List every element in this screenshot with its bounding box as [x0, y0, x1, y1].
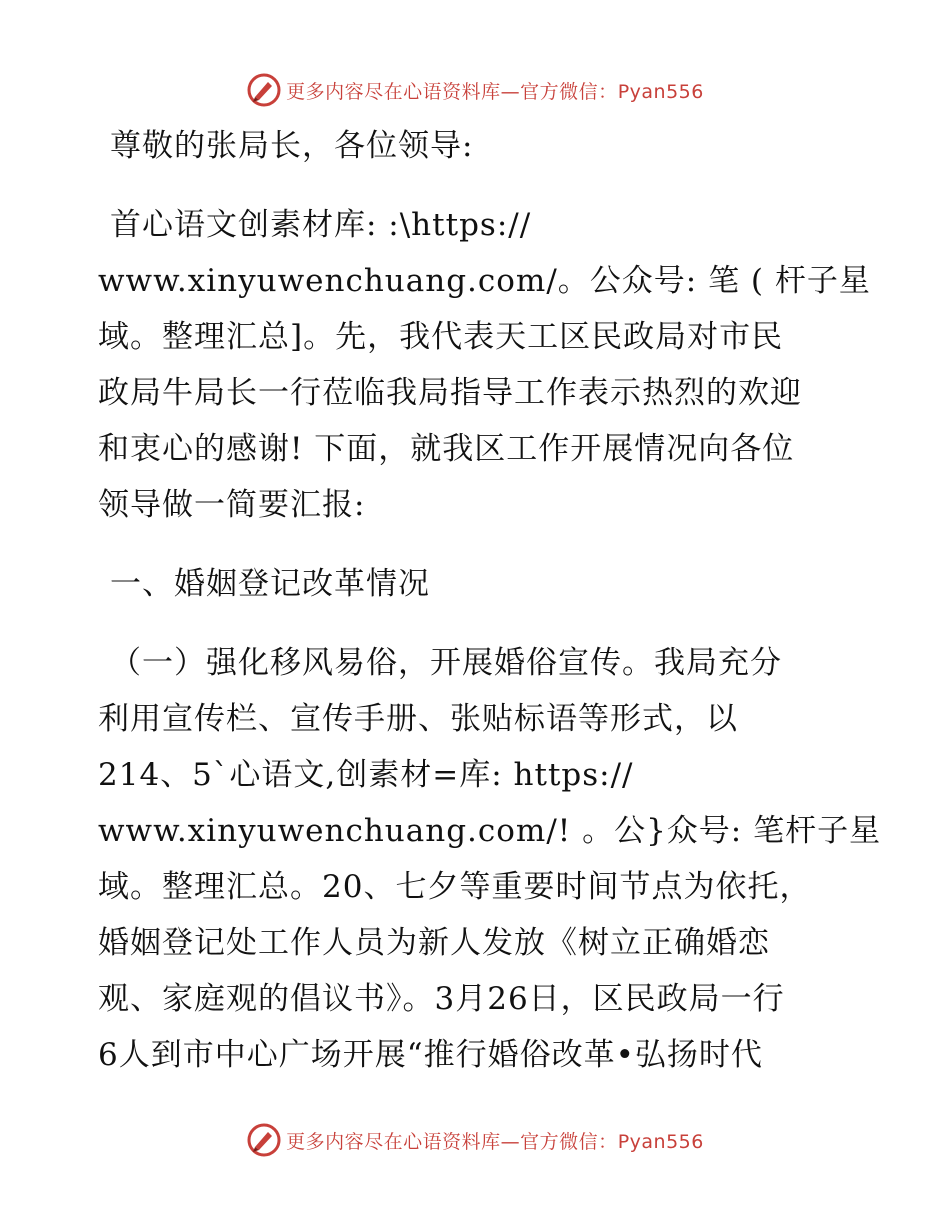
paragraph-line: 域。整理汇总。20、七夕等重要时间节点为依托，: [98, 869, 812, 905]
salutation: 尊敬的张局长，各位领导:: [110, 128, 474, 164]
paragraph-line: 首心语文创素材库: :\https://: [110, 207, 532, 243]
banner-promo: 更多内容尽在心语资料库: [286, 80, 501, 103]
paragraph-line: www.xinyuwenchuang.com/! 。公}众号: 笔杆子星: [98, 813, 882, 849]
paragraph-line: （一）强化移风易俗，开展婚俗宣传。我局充分: [110, 645, 782, 681]
footer-watermark-banner: [0, 1120, 950, 1160]
paragraph-1: [98, 197, 871, 533]
banner-text: [286, 77, 704, 104]
banner-wechat-id: Pyan556: [617, 80, 704, 103]
banner-separator: —: [500, 1130, 521, 1153]
paragraph-line: 领导做一简要汇报:: [98, 487, 366, 523]
paragraph-line: 利用宣传栏、宣传手册、张贴标语等形式，以: [98, 701, 738, 737]
paragraph-line: 域。整理汇总]。先，我代表天工区民政局对市民: [98, 319, 784, 355]
document-body: [98, 118, 882, 1083]
banner-wechat-id: Pyan556: [617, 1130, 704, 1153]
paragraph-line: www.xinyuwenchuang.com/。公众号: 笔 ( 杆子星: [98, 263, 871, 299]
paragraph-line: 和衷心的感谢! 下面，就我区工作开展情况向各位: [98, 431, 795, 467]
banner-separator: —: [500, 80, 521, 103]
header-watermark-banner: [0, 70, 950, 110]
paragraph-line: 政局牛局长一行莅临我局指导工作表示热烈的欢迎: [98, 375, 802, 411]
banner-promo: 更多内容尽在心语资料库: [286, 1130, 501, 1153]
paragraph-line: 婚姻登记处工作人员为新人发放《树立正确婚恋: [98, 925, 770, 961]
paragraph-line: 6人到市中心广场开展“推行婚俗改革•弘扬时代: [98, 1037, 763, 1073]
paragraph-line: 观、家庭观的倡议书》。3月26日，区民政局一行: [98, 981, 785, 1017]
paragraph-2: [98, 635, 882, 1083]
pen-logo-icon: [246, 72, 282, 108]
banner-wechat-label: 官方微信：: [520, 1130, 618, 1153]
section-heading: 一、婚姻登记改革情况: [110, 566, 430, 602]
paragraph-line: 214、5`心语文,创素材=库: https://: [98, 757, 634, 793]
banner-text: [286, 1127, 704, 1154]
pen-logo-icon: [246, 1122, 282, 1158]
banner-wechat-label: 官方微信：: [520, 80, 618, 103]
